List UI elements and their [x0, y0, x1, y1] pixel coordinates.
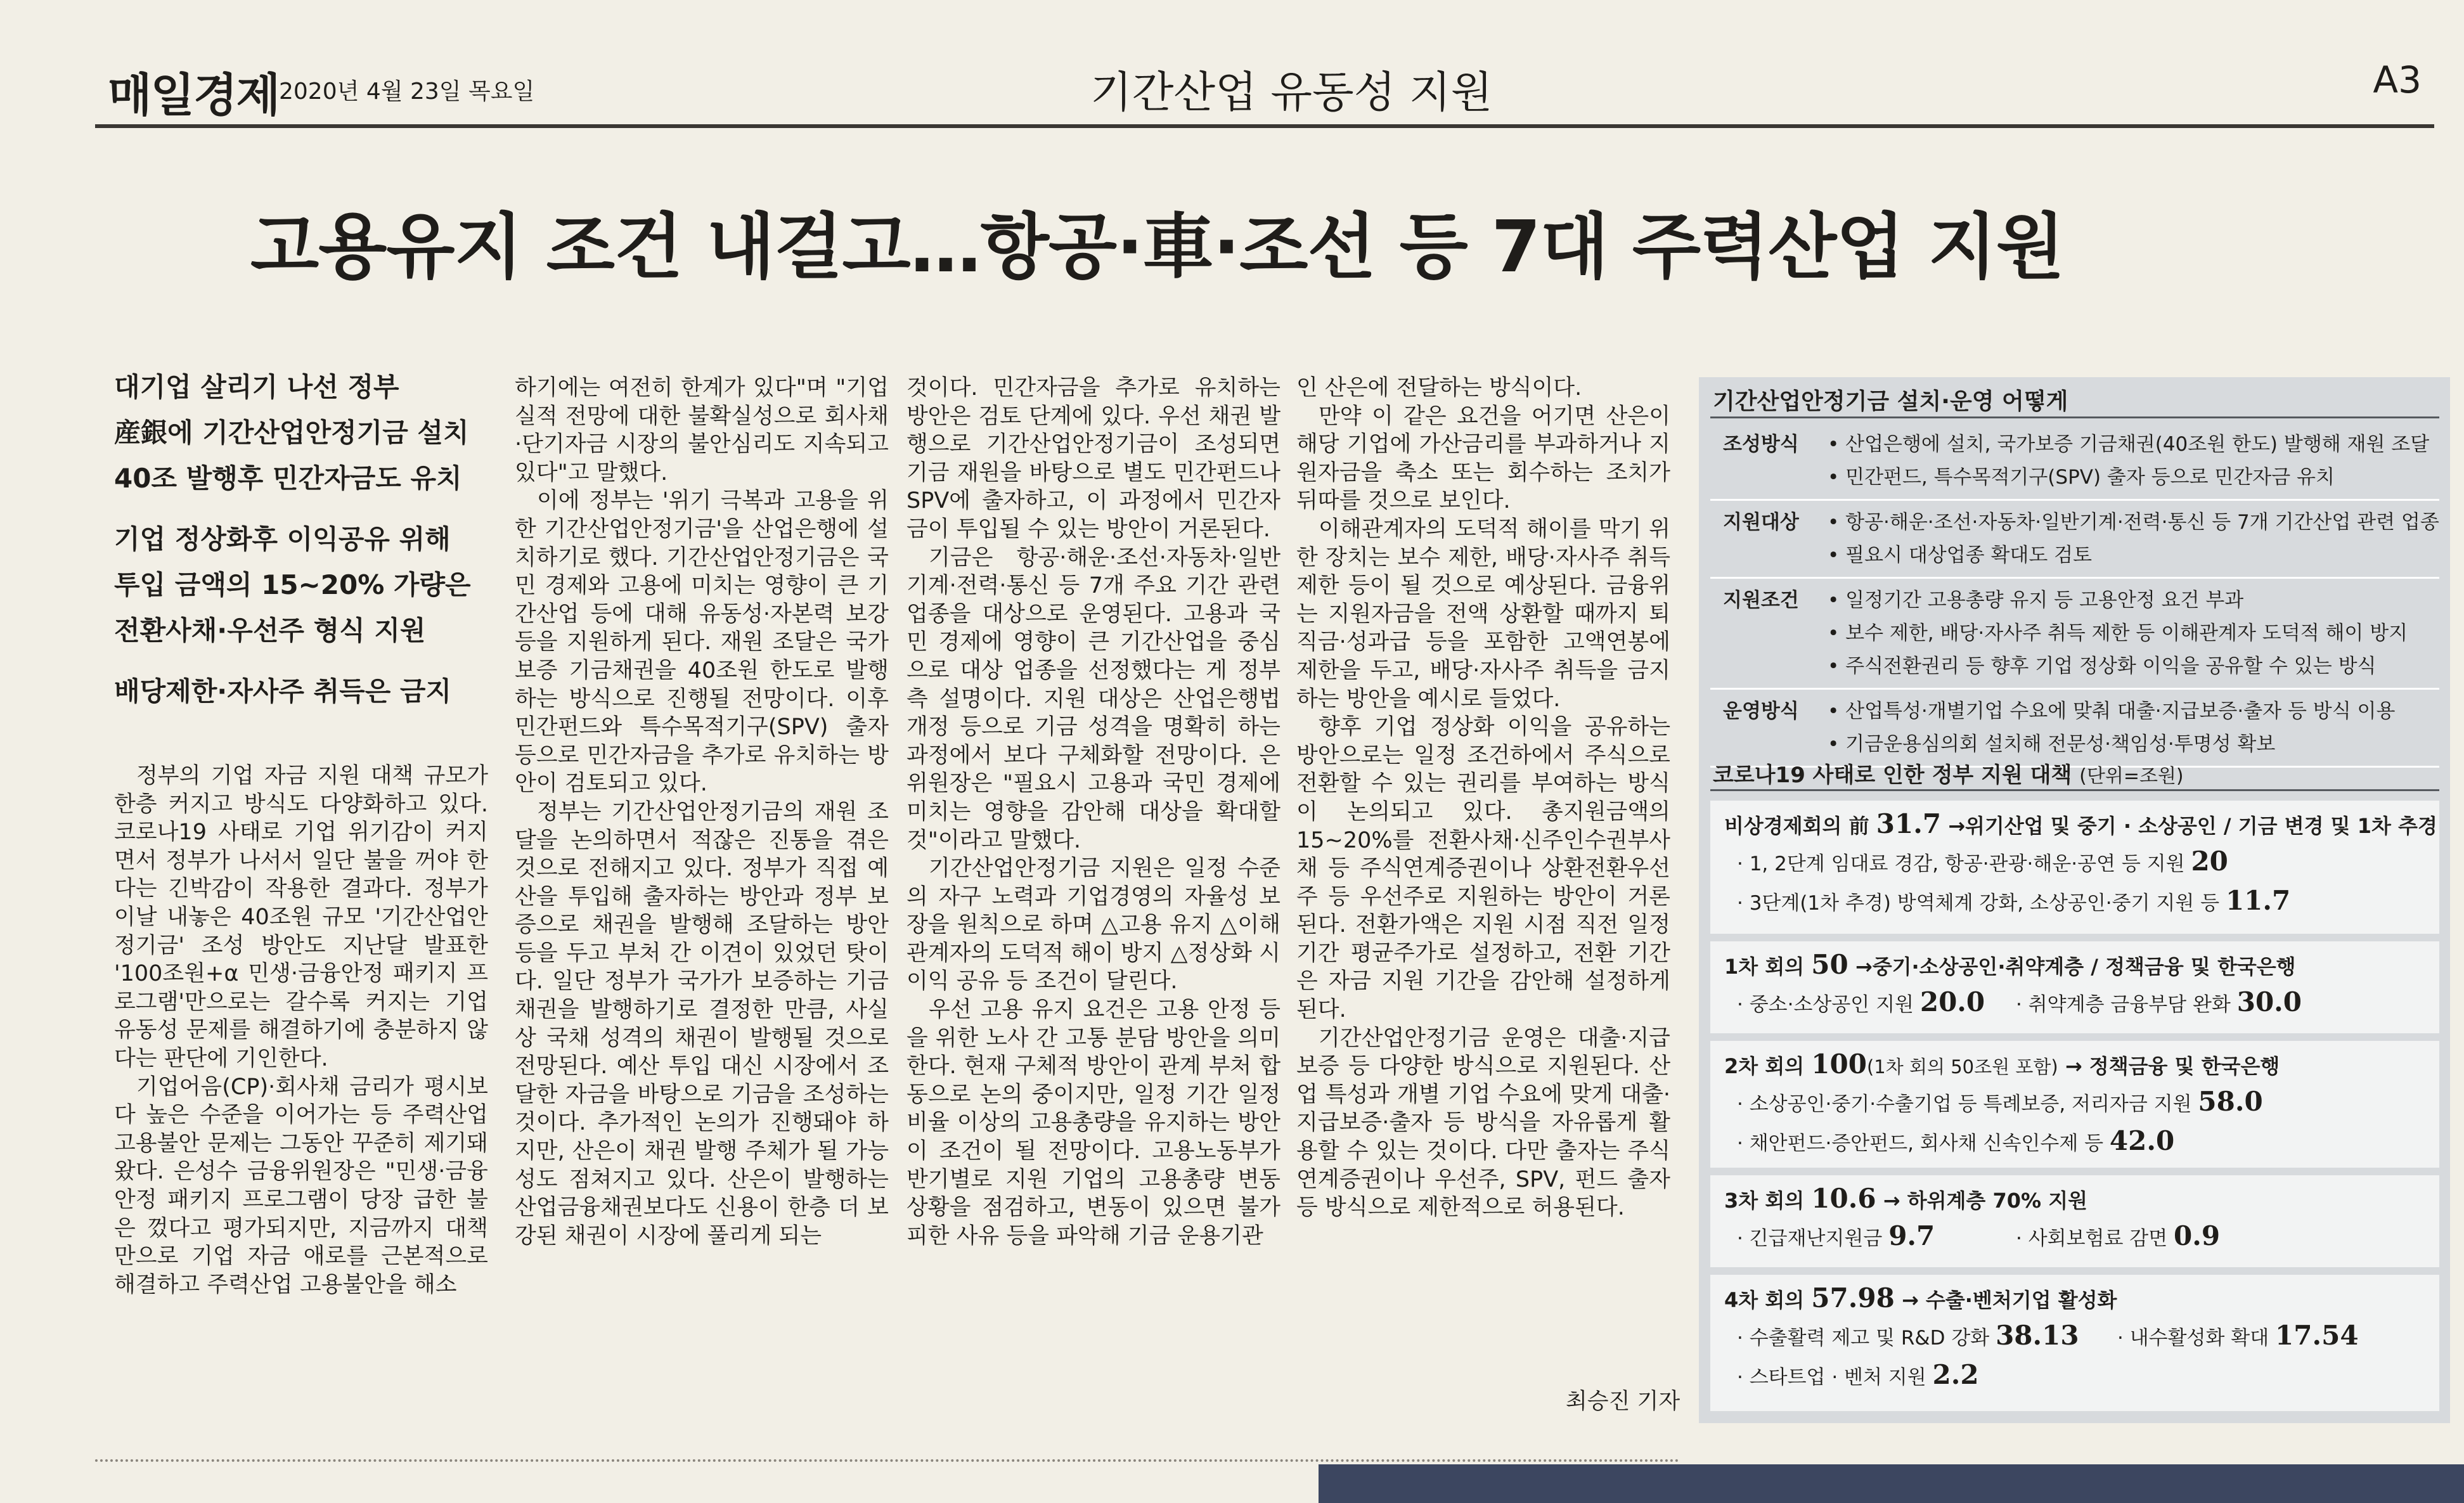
- meeting-heading: 1차 회의 50 →중기·소상공인·취약계층 / 정책금융 및 한국은행: [1724, 949, 2296, 980]
- meeting-item: · 1, 2단계 임대료 경감, 항공·관광·해운·공연 등 지원 20: [1737, 846, 2228, 877]
- fund-structure-table: [1710, 423, 2439, 768]
- table-row: [1710, 423, 2439, 501]
- meeting-heading: 비상경제회의 前 31.7 →위기산업 및 중기 · 소상공인 / 기금 변경 및 1차 추경: [1724, 808, 2437, 839]
- divider: [1710, 789, 2439, 791]
- info-box-title: 기간산업안정기금 설치·운영 어떻게: [1713, 389, 2068, 415]
- paragraph: 인 산은에 전달하는 방식이다.: [1296, 375, 1582, 401]
- paragraph: 정부는 기간산업안정기금의 재원 조달을 논의하면서 적잖은 진통을 겪은 것으로 전해지고 있다. 정부가 직접 예산을 투입해 출자하는 방안과 정부 보증으로 채권을 발행해 조달하는 방안 등을 두고 부처 간 이견이 있었던 탓이다. 일단 정부가 국가가 보증하는 기금채권을 발행하기로 결정한 만큼, 사실상 국채 성격의 채권이 발행될 것으로 전망된다. 예산 투입 대신 시장에서 조달한 자금을 바탕으로 기금을 조성하는 것이다. 추가적인 논의가 진행돼야 하지만, 산은이 채권 발행 주체가 될 가능성도 점쳐지고 있다. 산은이 발행하는 산업금융채권보다도 신용이 한층 더 보강된 채권이 시장에 풀리게 되는: [515, 799, 889, 1249]
- row-item: • 필요시 대상업종 확대도 검토: [1828, 544, 2093, 567]
- unit-note: (단위=조원): [2079, 765, 2184, 787]
- row-item: • 항공·해운·조선·자동차·일반기계·전력·통신 등 7개 기간산업 관련 업종: [1828, 511, 2439, 534]
- meeting-item: · 소상공인·중기·수출기업 등 특례보증, 저리자금 지원 58.0: [1737, 1086, 2263, 1117]
- meeting-block: [1710, 941, 2439, 1033]
- paragraph: 기금은 항공·해운·조선·자동차·일반기계·전력·통신 등 7개 주요 기간 관련 업종을 대상으로 운영된다. 고용과 국민 경제에 영향이 큰 기간산업을 중심으로 대상 업종을 선정했다는 게 정부 측 설명이다. 지원 대상은 산업은행법 개정 등으로 기금 성격을 명확히 하는 과정에서 보다 구체화할 전망이다. 은 위원장은 "필요시 고용과 국민 경제에 미치는 영향을 감안해 대상을 확대할 것"이라고 말했다.: [906, 545, 1280, 853]
- row-item: • 산업은행에 설치, 국가보증 기금채권(40조원 한도) 발행해 재원 조달: [1828, 433, 2430, 456]
- subhead: 배당제한·자사주 취득은 금지: [114, 676, 452, 707]
- paragraph: 하기에는 여전히 한계가 있다"며 "기업 실적 전망에 대한 불확실성으로 회사채·단기자금 시장의 불안심리도 지속되고 있다"고 말했다.: [515, 375, 889, 486]
- row-item: • 산업특성·개별기업 수요에 맞춰 대출·지급보증·출자 등 방식 이용: [1828, 700, 2396, 723]
- paragraph: 정부의 기업 자금 지원 대책 규모가 한층 커지고 방식도 다양화하고 있다. 코로나19 사태로 기업 위기감이 커지면서 정부가 나서서 일단 불을 꺼야 한다는 긴박감이 작용한 결과다. 정부가 이날 내놓은 40조원 규모 '기간산업안정기금' 조성 방안도 지난달 발표한 '100조원+α 민생·금융안정 패키지 프로그램'만으로는 갈수록 커지는 기업 유동성 문제를 해결하기에 충분하지 않다는 판단에 기인한다.: [114, 763, 488, 1071]
- meeting-heading: 3차 회의 10.6 → 하위계층 70% 지원: [1724, 1183, 2088, 1214]
- divider: [1710, 416, 2439, 418]
- row-item: • 보수 제한, 배당·자사주 취득 제한 등 이해관계자 도덕적 해이 방지: [1828, 622, 2408, 645]
- article-column-3: [906, 374, 1280, 1250]
- row-item: • 민간펀드, 특수목적기구(SPV) 출자 등으로 민간자금 유치: [1828, 466, 2335, 489]
- meeting-block: [1710, 801, 2439, 934]
- meeting-item: · 중소·소상공인 지원 20.0 · 취약계층 금융부담 완화 30.0: [1737, 986, 2302, 1017]
- paragraph: 기업어음(CP)·회사채 금리가 평시보다 높은 수준을 이어가는 등 주력산업 고용불안 문제는 그동안 꾸준히 제기돼 왔다. 은성수 금융위원장은 "민생·금융안정 패키지 프로그램이 당장 급한 불은 껐다고 평가되지만, 지금까지 대책만으로 기업 자금 애로를 근본적으로 해결하고 주력산업 고용불안을 해소: [114, 1074, 488, 1298]
- meeting-item: · 3단계(1차 추경) 방역체계 강화, 소상공인·중기 지원 등 11.7: [1737, 885, 2291, 916]
- row-label: 운영방식: [1723, 700, 1799, 723]
- row-label: 지원조건: [1723, 589, 1799, 612]
- subhead: 대기업 살리기 나선 정부: [114, 371, 399, 403]
- meeting-item: · 채안펀드·증안펀드, 회사채 신속인수제 등 42.0: [1737, 1125, 2175, 1156]
- article-column-2: [515, 374, 889, 1250]
- row-label: 지원대상: [1723, 511, 1799, 534]
- table-row: [1710, 690, 2439, 768]
- meeting-item: · 수출활력 제고 및 R&D 강화 38.13 · 내수활성화 확대 17.54: [1737, 1320, 2359, 1351]
- meeting-item: · 스타트업 · 벤처 지원 2.2: [1737, 1359, 1979, 1390]
- row-item: • 기금운용심의회 설치해 전문성·책임성·투명성 확보: [1828, 733, 2276, 756]
- meeting-block: [1710, 1175, 2439, 1267]
- row-label: 조성방식: [1723, 433, 1799, 456]
- section-title: 기간산업 유동성 지원: [1090, 68, 1493, 118]
- paragraph: 이해관계자의 도덕적 해이를 막기 위한 장치는 보수 제한, 배당·자사주 취득 제한 등이 될 것으로 예상된다. 금융위는 지원자금을 전액 상환할 때까지 퇴직금·성과급 등을 포함한 고액연봉에 제한을 두고, 배당·자사주 취득을 금지하는 방안을 예시로 들었다.: [1296, 516, 1670, 712]
- subhead: 전환사채·우선주 형식 지원: [114, 615, 426, 646]
- advertisement-strip: [1319, 1464, 2464, 1503]
- meeting-heading: 4차 회의 57.98 → 수출·벤처기업 활성화: [1724, 1282, 2117, 1313]
- paragraph: 이에 정부는 '위기 극복과 고용을 위한 기간산업안정기금'을 산업은행에 설치하기로 했다. 기간산업안정기금은 국민 경제와 고용에 미치는 영향이 큰 기간산업 등에 대해 유동성·자본력 보강 등을 지원하게 된다. 재원 조달은 국가보증 기금채권을 40조원 한도로 발행하는 방식으로 진행될 전망이다. 이후 민간펀드와 특수목적기구(SPV) 출자 등으로 민간자금을 추가로 유치하는 방안이 검토되고 있다.: [515, 488, 889, 797]
- paragraph: 향후 기업 정상화 이익을 공유하는 방안으로는 일정 조건하에서 주식으로 전환할 수 있는 권리를 부여하는 방식이 논의되고 있다. 총지원금액의 15~20%를 전환사채·신주인수권부사채 등 주식연계증권이나 상환전환우선주 등 우선주로 지원하는 방안이 거론된다. 전환가액은 지원 시점 직전 일정 기간 평균주가로 설정하고, 전환 기간은 자금 지원 기간을 감안해 설정하게 된다.: [1296, 714, 1670, 1023]
- byline: 최승진 기자: [1566, 1389, 1680, 1414]
- paragraph: 기간산업안정기금 지원은 일정 수준의 자구 노력과 기업경영의 자율성 보장을 원칙으로 하며 △고용 유지 △이해관계자의 도덕적 해이 방지 △정상화 시 이익 공유 등 조건이 달린다.: [906, 856, 1280, 995]
- table-row: [1710, 579, 2439, 690]
- meeting-block: [1710, 1275, 2439, 1411]
- subhead: 40조 발행후 민간자금도 유치: [114, 463, 462, 494]
- row-item: • 일정기간 고용총량 유지 등 고용안정 요건 부과: [1828, 589, 2244, 612]
- article-column-4: [1296, 374, 1670, 1222]
- paragraph: 것이다. 민간자금을 추가로 유치하는 방안은 검토 단계에 있다. 우선 채권 발행으로 기간산업안정기금이 조성되면 기금 재원을 바탕으로 별도 민간펀드나 SPV에 출자하고, 이 과정에서 민간자금이 투입될 수 있는 방안이 거론된다.: [906, 375, 1280, 542]
- divider: [95, 1459, 1680, 1462]
- paragraph: 기간산업안정기금 운영은 대출·지급보증 등 다양한 방식으로 지원된다. 산업 특성과 개별 기업 수요에 맞게 대출·지급보증·출자 등 방식을 자유롭게 활용할 수 있는 것이다. 다만 출자는 주식연계증권이나 우선주, SPV, 펀드 출자 등 방식으로 제한적으로 허용된다.: [1296, 1025, 1670, 1221]
- paragraph: 만약 이 같은 요건을 어기면 산은이 해당 기업에 가산금리를 부과하거나 지원자금을 축소 또는 회수하는 조치가 뒤따를 것으로 보인다.: [1296, 403, 1670, 514]
- publication-date: 2020년 4월 23일 목요일: [279, 79, 535, 105]
- masthead: [95, 58, 2441, 128]
- covid-support-title: 코로나19 사태로 인한 정부 지원 대책 (단위=조원): [1713, 763, 2184, 788]
- newspaper-logo: 매일경제: [108, 68, 280, 122]
- info-box: [1699, 377, 2450, 1423]
- article-column-1: [114, 762, 488, 1299]
- subhead: 기업 정상화후 이익공유 위해: [114, 524, 451, 555]
- meeting-heading: 2차 회의 100(1차 회의 50조원 포함) → 정책금융 및 한국은행: [1724, 1048, 2280, 1080]
- subhead: 産銀에 기간산업안정기금 설치: [114, 417, 469, 448]
- meeting-block: [1710, 1041, 2439, 1168]
- paragraph: 우선 고용 유지 요건은 고용 안정 등을 위한 노사 간 고통 분담 방안을 의미한다. 현재 구체적 방안이 관계 부처 합동으로 논의 중이지만, 일정 기간 일정 비율 이상의 고용총량을 유지하는 방안이 조건이 될 전망이다. 고용노동부가 반기별로 지원 기업의 고용총량 변동 상황을 점검하고, 변동이 있으면 불가피한 사유 등을 파악해 기금 운용기관: [906, 997, 1280, 1249]
- subhead: 투입 금액의 15~20% 가량은: [114, 569, 471, 600]
- subheads: [114, 364, 494, 714]
- page-number: A3: [2373, 58, 2422, 101]
- masthead-rule: [95, 124, 2434, 128]
- meeting-item: · 긴급재난지원금 9.7 · 사회보험료 감면 0.9: [1737, 1220, 2221, 1251]
- table-row: [1710, 501, 2439, 579]
- headline: 고용유지 조건 내걸고…항공·車·조선 등 7대 주력산업 지원: [250, 206, 2065, 288]
- row-item: • 주식전환권리 등 향후 기업 정상화 이익을 공유할 수 있는 방식: [1828, 655, 2377, 678]
